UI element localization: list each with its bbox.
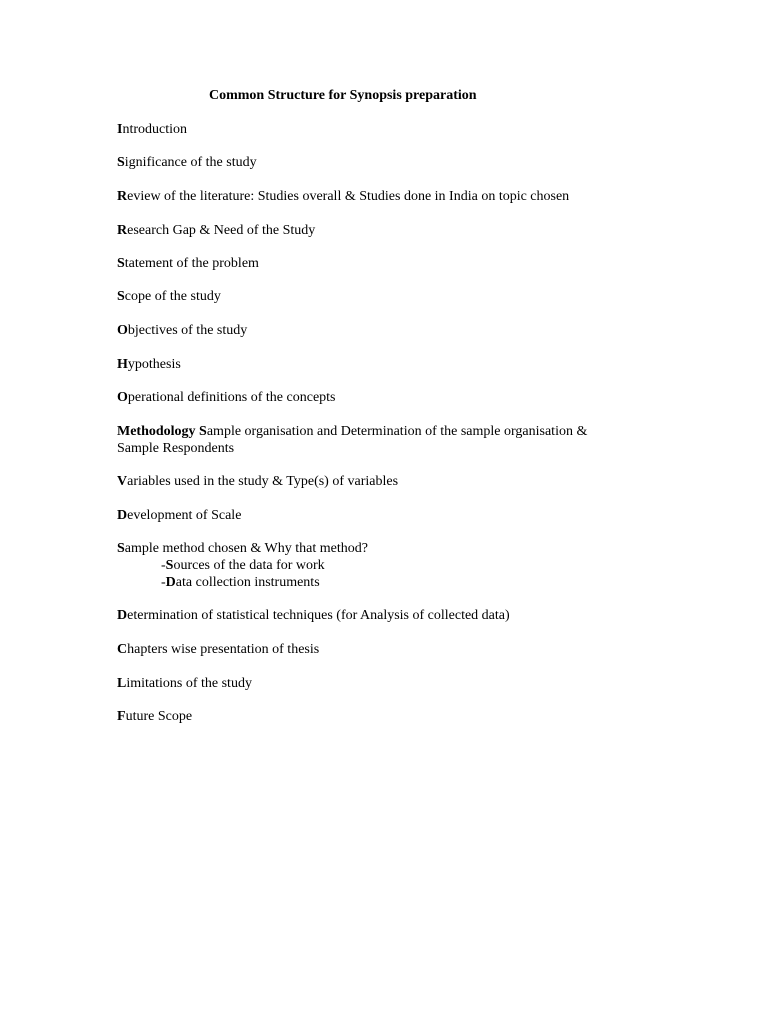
item-initial: S — [117, 155, 125, 170]
document-title: Common Structure for Synopsis preparation — [209, 88, 477, 103]
subitem-text: ata collection instruments — [175, 575, 320, 590]
item-research-gap — [117, 222, 315, 239]
item-significance — [117, 154, 257, 171]
item-text: ample organisation and Determination of the sample organisation & — [206, 424, 588, 439]
subitem-initial: S — [165, 558, 174, 573]
item-initial: S — [117, 256, 125, 271]
item-initial: O — [117, 390, 128, 405]
subitem-text: ources of the data for work — [173, 558, 325, 573]
subitem-data-collection — [161, 574, 320, 591]
item-initial: H — [117, 357, 128, 372]
item-text: ariables used in the study & Type(s) of variables — [127, 474, 399, 489]
item-initial: Methodology S — [117, 424, 207, 439]
item-operational-definitions — [117, 389, 336, 406]
item-review-literature — [117, 188, 569, 205]
item-limitations — [117, 675, 252, 692]
item-introduction — [117, 121, 187, 138]
item-text: uture Scope — [125, 709, 193, 724]
item-text: imitations of the study — [126, 676, 252, 691]
item-text: etermination of statistical techniques (for Analysis of collected data) — [127, 608, 510, 623]
item-text: ypothesis — [127, 357, 181, 372]
subitem-prefix: - — [161, 575, 166, 590]
item-initial: O — [117, 323, 128, 338]
item-chapters — [117, 641, 319, 658]
item-methodology — [117, 423, 587, 457]
item-text: eview of the literature: Studies overall & Studies done in India on topic chosen — [127, 189, 570, 204]
item-initial: L — [117, 676, 127, 691]
item-text-continued: Sample Respondents — [117, 441, 235, 456]
item-statistical-techniques — [117, 607, 510, 624]
item-text: cope of the study — [124, 289, 221, 304]
subitem-sources-data — [161, 557, 325, 574]
item-variables — [117, 473, 398, 490]
item-sample-method — [117, 540, 368, 557]
item-text: ntroduction — [122, 122, 187, 137]
item-objectives — [117, 322, 247, 339]
item-initial: C — [117, 642, 128, 657]
item-text: esearch Gap & Need of the Study — [127, 223, 316, 238]
item-initial: V — [117, 474, 128, 489]
item-development-scale — [117, 507, 241, 524]
item-text: ample method chosen & Why that method? — [124, 541, 368, 556]
item-text: ignificance of the study — [124, 155, 257, 170]
item-initial: S — [117, 541, 125, 556]
item-text: tatement of the problem — [124, 256, 259, 271]
item-initial: F — [117, 709, 126, 724]
item-initial: R — [117, 189, 128, 204]
item-text: evelopment of Scale — [127, 508, 242, 523]
subitem-prefix: - — [161, 558, 166, 573]
item-statement-problem — [117, 255, 259, 272]
item-text: perational definitions of the concepts — [127, 390, 336, 405]
item-initial: D — [117, 508, 128, 523]
item-initial: I — [117, 122, 123, 137]
item-hypothesis — [117, 356, 181, 373]
item-initial: S — [117, 289, 125, 304]
item-future-scope — [117, 708, 192, 725]
item-text: hapters wise presentation of thesis — [127, 642, 320, 657]
item-text: bjectives of the study — [127, 323, 248, 338]
item-initial: D — [117, 608, 128, 623]
subitem-initial: D — [165, 575, 176, 590]
item-scope — [117, 288, 221, 305]
item-initial: R — [117, 223, 128, 238]
